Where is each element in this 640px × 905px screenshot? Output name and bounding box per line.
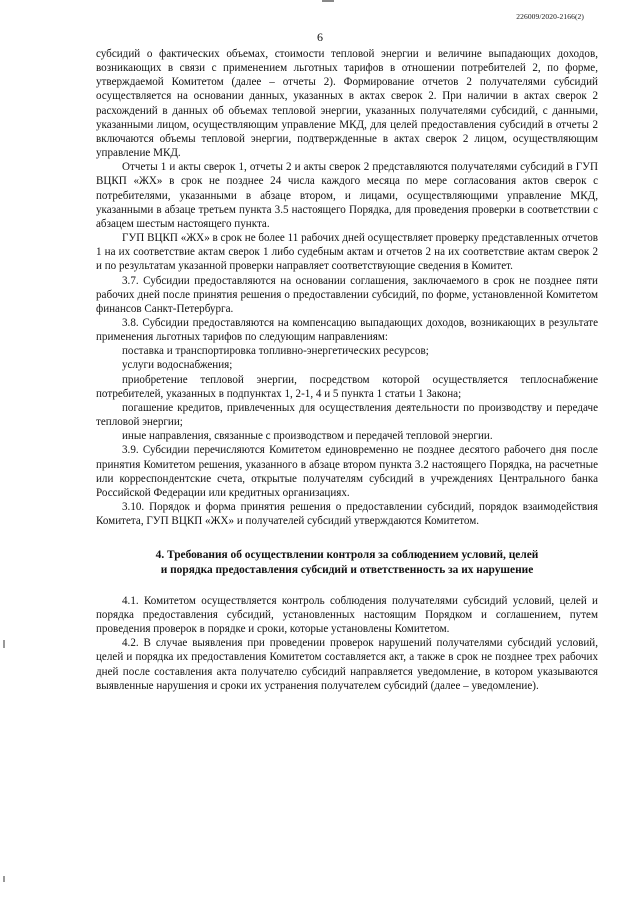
scan-margin-mark [3, 876, 5, 882]
paragraph: 3.9. Субсидии перечисляются Комитетом единовременно не позднее десятого рабочего дня после принятия Комитетом решения, указанного в абзаце втором пункта 3.2 настоящего Порядка, на расчетные или корреспондентские счета, открытые получателям субсидий в учреждениях Центрального банка Российской Федерации или кредитных организациях. [96, 444, 598, 499]
paragraph: приобретение тепловой энергии, посредством которой осуществляется теплоснабжение потребителей, указанных в подпунктах 1, 2-1, 4 и 5 пункта 1 статьи 1 Закона; [96, 373, 598, 400]
section-heading-line-2: и порядка предоставления субсидий и ответственность за их нарушение [160, 563, 534, 576]
paragraph: поставка и транспортировка топливно-энергетических ресурсов; [122, 345, 429, 358]
paragraph: 4.1. Комитетом осуществляется контроль соблюдения получателями субсидий условий, целей и порядка предоставления субсидий, установленных настоящим Порядком и соглашением, путем проведения проверок в порядке и сроки, которые установлены Комитетом. [96, 594, 598, 636]
paragraph: иные направления, связанные с производством и передачей тепловой энергии. [122, 430, 493, 443]
paragraphs-after-section [96, 594, 598, 693]
scan-mark [322, 0, 334, 2]
scan-margin-mark [3, 640, 5, 648]
paragraph: погашение кредитов, привлеченных для осуществления деятельности по производству и передаче тепловой энергии; [96, 401, 598, 429]
section-heading [96, 548, 598, 576]
document-number: 226009/2020-2166(2) [516, 12, 584, 21]
paragraph: 4.2. В случае выявления при проведении проверок нарушений получателями субсидий условий, целей и порядка их предоставления Комитетом составляется акт, а также в срок не позднее трех рабочих дней после составления акта получателю субсидий направляется уведомление, в котором указываются выявленные нарушения и сроки их устранения получателем субсидий (далее – уведомление). [96, 637, 598, 692]
document-body [96, 47, 598, 693]
paragraph: Отчеты 1 и акты сверок 1, отчеты 2 и акты сверок 2 представляются получателями субсидий в ГУП ВЦКП «ЖХ» в срок не позднее 24 числа каждого месяца по мере согласования актов сверок с потребителями, указанными в абзаце втором, и лицами, осуществляющими управление МКД, указанными в абзаце третьем пункта 3.5 настоящего Порядка, для проведения проверки в соответствии с абзацем шестым настоящего пункта. [96, 161, 598, 230]
section-heading-line-1: 4. Требования об осуществлении контроля за соблюдением условий, целей [155, 549, 539, 562]
paragraph: ГУП ВЦКП «ЖХ» в срок не более 11 рабочих дней осуществляет проверку представленных отчетов 1 на их соответствие актам сверок 1 либо судебным актам и отчетов 2 на их соответствие актам сверок 2 и по результатам указанной проверки направляет соответствующие сведения в Комитет. [96, 232, 598, 273]
page-number: 6 [317, 30, 323, 44]
paragraph: 3.10. Порядок и форма принятия решения о предоставлении субсидий, порядок взаимодействия Комитета, ГУП ВЦКП «ЖХ» и получателей субсидий утверждаются Комитетом. [96, 501, 598, 528]
paragraph: услуги водоснабжения; [122, 359, 233, 372]
paragraph: субсидий о фактических объемах, стоимости тепловой энергии и величине выпадающих доходов, возникающих в связи с применением льготных тарифов в отношении потребителей 2, по форме, утверждаемой Комитетом (далее – отчеты 2). Формирование отчетов 2 получателями субсидий осуществляется на основании данных, указанных в актах сверок 2. При наличии в актах сверок 2 расхождений в данных об объемах тепловой энергии, указанных получателями субсидий, с данными, указанными лицом, осуществляющим управление МКД, для целей предоставления субсидий в отчеты 2 включаются объемы тепловой энергии, подтвержденные в актах сверок 2 лицом, осуществляющим управление МКД. [96, 48, 598, 160]
paragraph: 3.8. Субсидии предоставляются на компенсацию выпадающих доходов, возникающих в результате применения льготных тарифов по следующим направлениям: [96, 316, 598, 344]
paragraph: 3.7. Субсидии предоставляются на основании соглашения, заключаемого в срок не позднее пяти рабочих дней после принятия решения о предоставлении субсидий, по форме, установленной Комитетом финансов Санкт-Петербурга. [96, 274, 598, 315]
paragraphs-before-section [96, 47, 598, 528]
